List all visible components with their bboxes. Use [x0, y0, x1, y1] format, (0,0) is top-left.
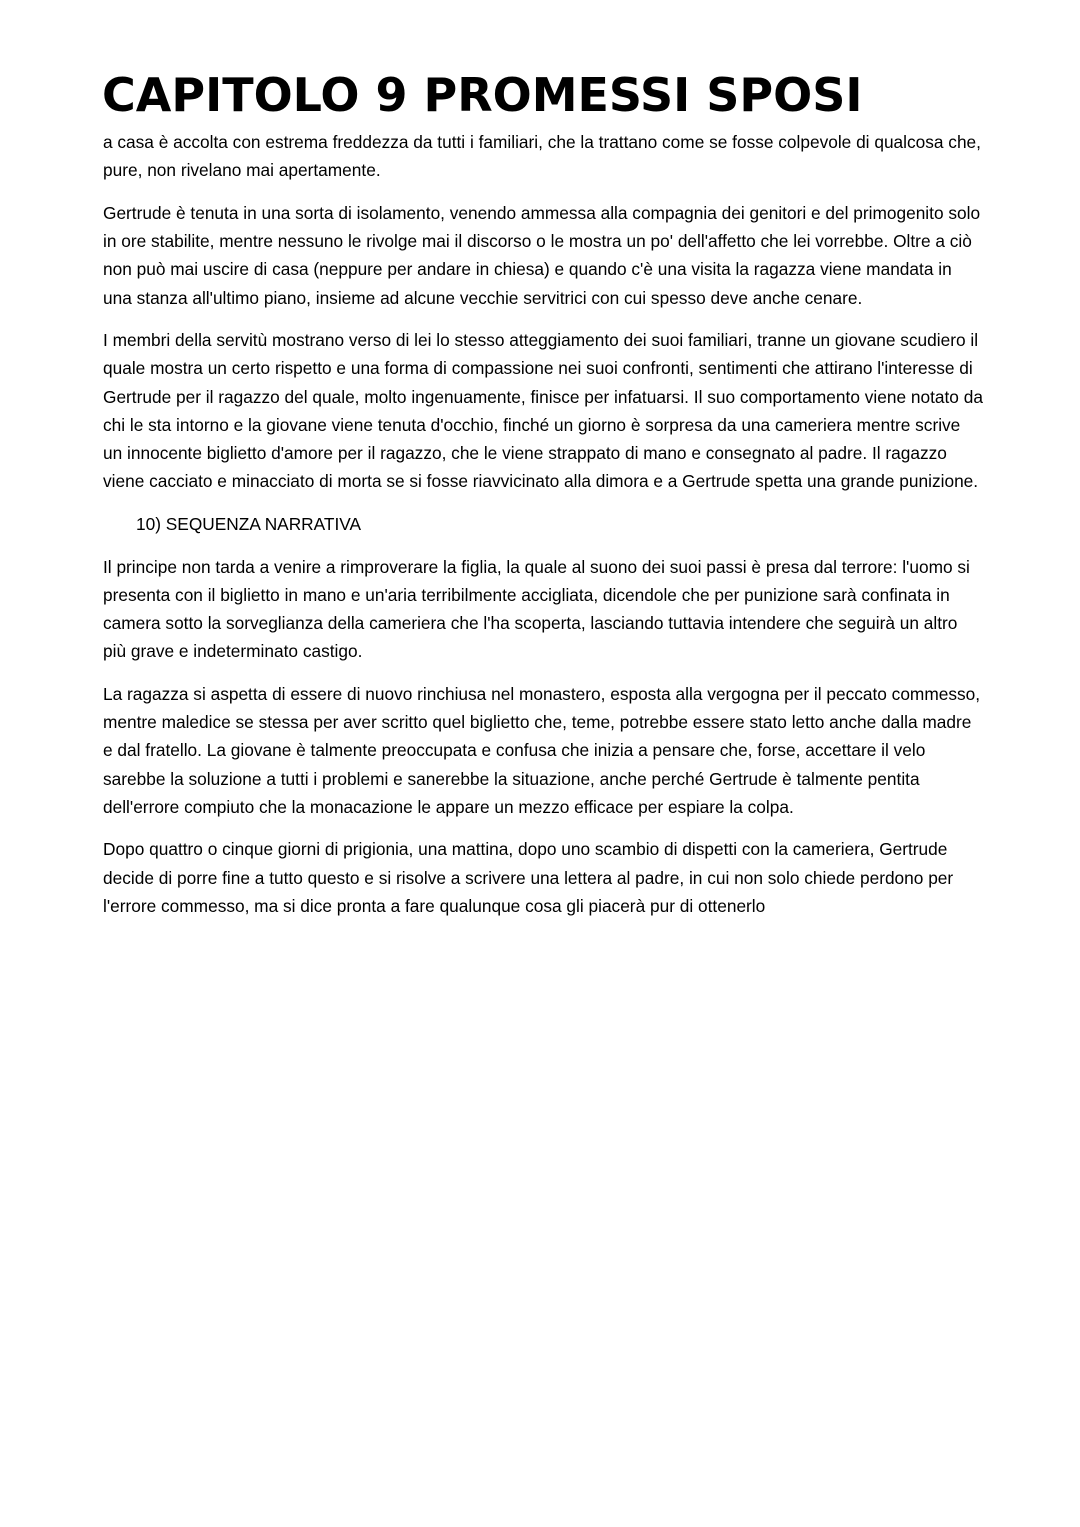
paragraph-2: Gertrude è tenuta in una sorta di isolamento, venendo ammessa alla compagnia dei genitori e del primogenito solo in ore stabilite, mentre nessuno le rivolge mai il discorso o le mostra un po' dell'affetto che lei vorrebbe. Oltre a ciò non può mai uscire di casa (neppure per andare in chiesa) e quando c'è una visita la ragazza viene mandata in una stanza all'ultimo piano, insieme ad alcune vecchie servitrici con cui spesso deve anche cenare. — [103, 202, 981, 308]
document-body — [103, 128, 983, 935]
paragraph-6: Dopo quattro o cinque giorni di prigionia, una mattina, dopo uno scambio di dispetti con la cameriera, Gertrude decide di porre fine a tutto questo e si risolve a scrivere una lettera al padre, in cui non solo chiede perdono per l'errore commesso, ma si dice pronta a fare qualunque cosa gli piacerà pur di ottenerlo — [103, 839, 954, 916]
paragraph-5: La ragazza si aspetta di essere di nuovo rinchiusa nel monastero, esposta alla vergogna per il peccato commesso, mentre maledice se stessa per aver scritto quel biglietto che, teme, potrebbe essere stato letto anche dalla madre e dal fratello. La giovane è talmente preoccupata e confusa che inizia a pensare che, forse, accettare il velo sarebbe la soluzione a tutti i problemi e sanerebbe la situazione, anche perché Gertrude è talmente pentita dell'errore compiuto che la monacazione le appare un mezzo efficace per espiare la colpa. — [103, 683, 981, 817]
paragraph-4: Il principe non tarda a venire a rimproverare la figlia, la quale al suono dei suoi passi è presa dal terrore: l'uomo si presenta con il biglietto in mano e un'aria terribilmente accigliata, dicendole che per punizione sarà confinata in camera sotto la sorveglianza della cameriera che l'ha scoperta, lasciando tuttavia intendere che seguirà un altro più grave e indeterminato castigo. — [103, 556, 970, 662]
section-heading: 10) SEQUENZA NARRATIVA — [136, 513, 362, 534]
paragraph-1: a casa è accolta con estrema freddezza da tutti i familiari, che la trattano come se fosse colpevole di qualcosa che, pure, non rivelano mai apertamente. — [103, 132, 981, 181]
paragraph-3: I membri della servitù mostrano verso di lei lo stesso atteggiamento dei suoi familiari, tranne un giovane scudiero il quale mostra un certo rispetto e una forma di compassione nei suoi confronti, sentimenti che attirano l'interesse di Gertrude per il ragazzo del quale, molto ingenuamente, finisce per infatuarsi. Il suo comportamento viene notato da chi le sta intorno e la giovane viene tenuta d'occhio, finché un giorno è sorpresa da una cameriera mentre scrive un innocente biglietto d'amore per il ragazzo, che le viene strappato di mano e consegnato al padre. Il ragazzo viene cacciato e minacciato di morta se si fosse riavvicinato alla dimora e a Gertrude spetta una grande punizione. — [103, 330, 983, 492]
page-title: CAPITOLO 9 PROMESSI SPOSI — [102, 68, 863, 122]
